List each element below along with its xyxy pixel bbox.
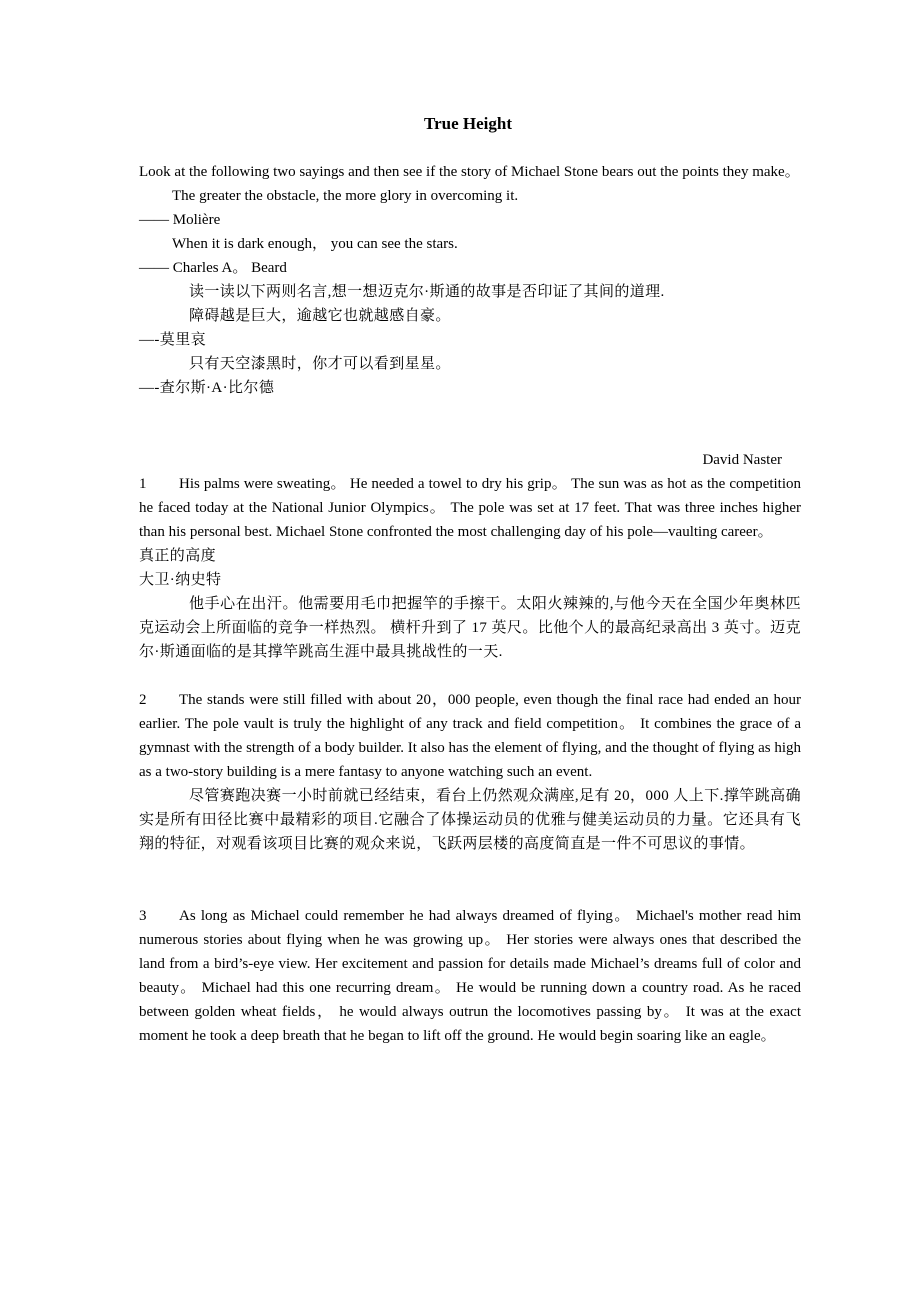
quote-1-author: —— Molière [139,212,221,228]
quote-2-author: —— Charles A。 Beard [139,260,287,276]
document-title: True Height [424,114,512,133]
author-name: David Naster [702,452,782,468]
zh-intro-text: 读一读以下两则名言,想一想迈克尔·斯通的故事是否印证了其间的道理. [189,284,665,300]
document-body [139,160,801,1048]
paragraph-text: His palms were sweating。 He needed a towel to dry his grip。 The sun was as hot as the competition he faced today at the National Junior Olympics。 The pole was set at 17 feet. That was three inches higher than his personal best. Michael Stone confronted the most challenging day of his pole—vaulting career。 [139,476,801,540]
zh-quote-2: 只有天空漆黑时，你才可以看到星星。 [189,356,451,372]
quote-2: When it is dark enough， you can see the stars. [172,236,458,252]
paragraph-1-en [139,472,801,544]
zh-quote-1-author: —-莫里哀 [139,332,206,348]
paragraph-3-en [139,904,801,1048]
quote-1: The greater the obstacle, the more glory in overcoming it. [172,188,519,204]
zh-title: 真正的高度 [139,548,217,564]
paragraph-number: 2 [139,692,147,708]
paragraph-text: As long as Michael could remember he had always dreamed of flying。 Michael's mother read him numerous stories about flying when he was growing up。 Her stories were always ones that described the land from a bird’s-eye view. Her excitement and passion for details made Michael’s dreams full of color and beauty。 Michael had this one recurring dream。 He would be running down a country road. As he raced between golden wheat fields， he would always outrun the locomotives passing by。 It was at the exact moment he took a deep breath that he began to lift off the ground. He would begin soaring like an eagle。 [139,908,801,1044]
paragraph-1-zh: 他手心在出汗。他需要用毛巾把握竿的手擦干。太阳火辣辣的,与他今天在全国少年奥林匹克运动会上所面临的竞争一样热烈。 横杆升到了 17 英尺。比他个人的最高纪录高出 3 英寸。迈克尔·斯通面临的是其撑竿跳高生涯中最具挑战性的一天. [139,596,801,660]
paragraph-number: 1 [139,476,147,492]
paragraph-2-en [139,688,801,784]
paragraph-2-zh: 尽管赛跑决赛一小时前就已经结束，看台上仍然观众满座,足有 20，000 人上下.撑竿跳高确实是所有田径比赛中最精彩的项目.它融合了体操运动员的优雅与健美运动员的力量。它还具有飞翔的特征，对观看该项目比赛的观众来说，飞跃两层楼的高度简直是一件不可思议的事情。 [139,788,801,852]
intro-text: Look at the following two sayings and then see if the story of Michael Stone bears out the points they make。 [139,164,800,180]
zh-quote-1: 障碍越是巨大，逾越它也就越感自豪。 [189,308,451,324]
zh-author: 大卫·纳史特 [139,572,222,588]
paragraph-number: 3 [139,908,147,924]
zh-quote-2-author: —-查尔斯·A·比尔德 [139,380,275,396]
paragraph-text: The stands were still filled with about 20，000 people, even though the final race had ended an hour earlier. The pole vault is truly the highlight of any track and field competition。 It combines the grace of a gymnast with the strength of a body builder. It also has the element of flying, and the thought of flying as high as a two-story building is a mere fantasy to anyone watching such an event. [139,692,801,780]
